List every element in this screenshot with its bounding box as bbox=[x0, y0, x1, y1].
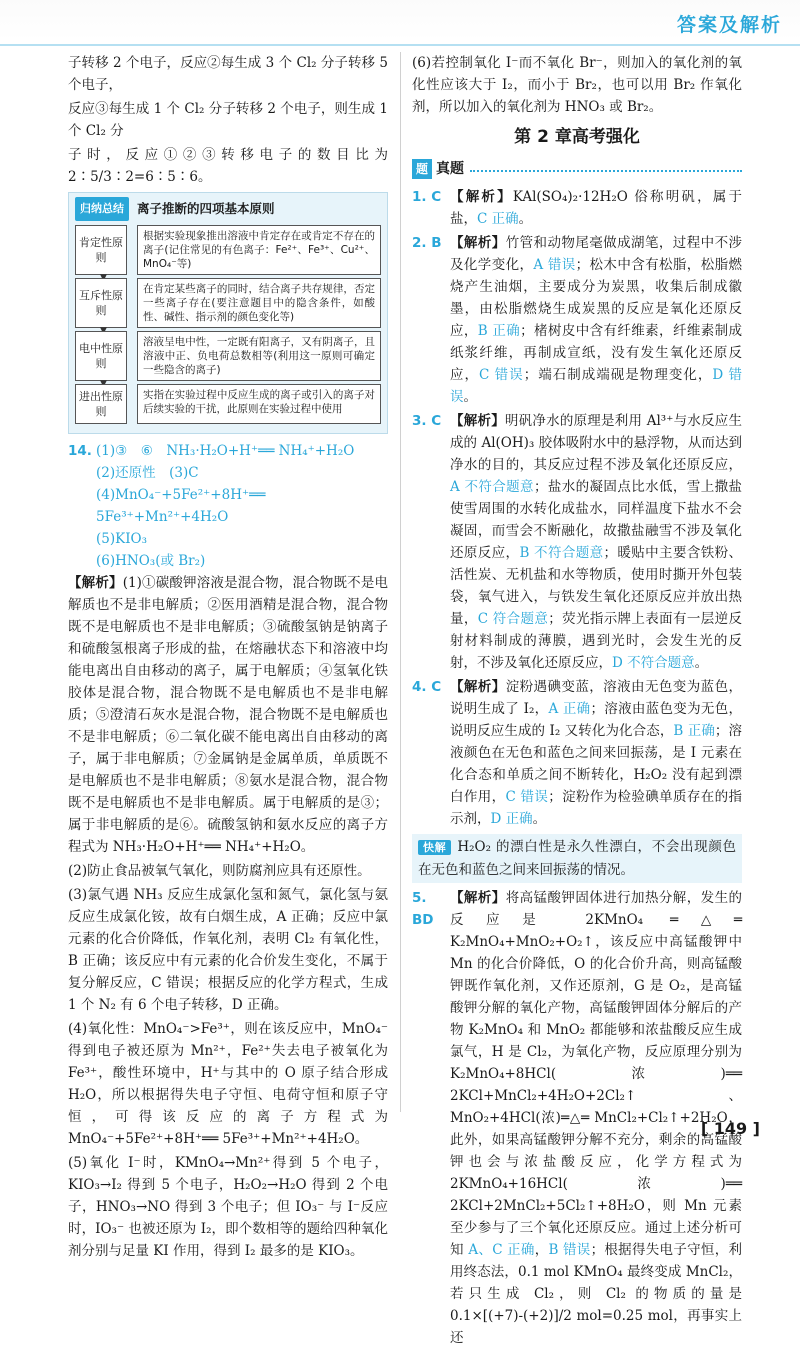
item-body bbox=[450, 887, 742, 1349]
rule-desc: 在肯定某些离子的同时，结合离子共存规律，否定一些离子存在(要注意题目中的隐含条件，如酸性、碱性、指示剂的颜色变化等) bbox=[137, 278, 381, 328]
item-text: 。 bbox=[463, 389, 477, 405]
item-text: ；盐水的凝固点比水低，雪上撒盐使雪周围的水转化成盐水，同样温度下盐水不会凝固，而雪会不断融化，故撒盐融雪不涉及氧化还原反应， bbox=[450, 479, 743, 561]
item-text: ；溶液由蓝色变为无色，说明反应生成的 I₂ 又转化为化合态， bbox=[450, 701, 743, 739]
item-text: ；根据得失电子守恒，利用终态法，0.1 mol KMnO₄ 最终变成 MnCl₂，若只生成 Cl₂，则 Cl₂ 的物质的量是 0.1×[(+7)-(+2)]/2 mol=0.25 mol，再事实上还 bbox=[450, 1242, 743, 1346]
intro-text bbox=[68, 52, 388, 188]
analysis-label: 【解析】 bbox=[450, 235, 506, 251]
verdict-text: B 正确 bbox=[477, 323, 521, 339]
item-text: ；暖贴中主要含铁粉、活性炭、无机盐和水等物质，使用时撕开外包装袋，氧气进入，与铁发生氧化还原反应并放出热量， bbox=[450, 545, 743, 627]
rule-desc: 实指在实验过程中反应生成的离子或引入的离子对后续实验的干扰，此原则在实验过程中使用 bbox=[137, 384, 381, 424]
answer-item bbox=[412, 887, 742, 1349]
verdict-text: C 错误 bbox=[505, 789, 549, 805]
item-text: 竹管和动物尾毫做成湖笔，过程中不涉及化学变化， bbox=[450, 235, 743, 273]
answer-item bbox=[412, 676, 742, 830]
item-body bbox=[450, 232, 742, 408]
header-title: 答案及解析 bbox=[676, 14, 782, 36]
rule-name: 进出性原则 bbox=[75, 384, 127, 424]
verdict-text: D 错误 bbox=[450, 367, 743, 405]
verdict-text: C 正确 bbox=[477, 211, 519, 227]
column-divider bbox=[400, 52, 401, 1112]
rule-row bbox=[75, 384, 381, 424]
left-column bbox=[68, 52, 388, 1264]
quick-tip bbox=[412, 834, 742, 883]
summary-title: 离子推断的四项基本原则 bbox=[137, 201, 275, 216]
right-column bbox=[412, 52, 742, 1351]
item-text: ；溶液颜色在无色和蓝色之间来回振荡，是 I 元素在化合态和单质之间不断转化，H₂O₂ 没有起到漂白作用， bbox=[450, 723, 743, 805]
tip-text: H₂O₂ 的漂白性是永久性漂白，不会出现颜色在无色和蓝色之间来回振荡的情况。 bbox=[418, 839, 736, 878]
page-number: [ 149 ] bbox=[700, 1119, 760, 1138]
answer-line: (6)HNO₃(或 Br₂) bbox=[96, 553, 206, 569]
analysis-paragraph: (1)①碳酸钾溶液是混合物，混合物既不是电解质也不是非电解质；②医用酒精是混合物，混合物既不是电解质也不是非电解质；③硫酸氢钠是钠离子和硫酸氢根离子形成的盐，在熔融状态下和溶液中均能电离出自由移动的离子，属于电解质；④氢氧化铁胶体是混合物，混合物既不是电解质也不是非电解质；⑤澄清石灰水是混合物，混合物既不是电解质也不是非电解质；⑥二氧化碳不能电离出自由移动的离子，属于非电解质；⑦金属钠是金属单质，单质既不是电解质也不是非电解质；⑧氨水是混合物，混合物既不是电解质也不是非电解质。属于电解质的是③；属于非电解质的是⑥。硫酸氢钠和氨水反应的离子方程式为 NH₃·H₂O+H⁺══ NH₄⁺+H₂O。 bbox=[68, 575, 389, 855]
answer-line: (4)MnO₄⁻+5Fe²⁺+8H⁺══ 5Fe³⁺+Mn²⁺+4H₂O bbox=[96, 487, 266, 525]
rule-row bbox=[75, 225, 381, 275]
intro-line: 子时，反应①②③转移电子的数目比为 2∶5/3∶2=6∶5∶6。 bbox=[68, 147, 388, 185]
answer-items bbox=[412, 186, 742, 830]
verdict-text: A 正确 bbox=[548, 701, 591, 717]
answer-line: (5)KIO₃ bbox=[96, 531, 148, 547]
analysis-paragraph: (3)氯气遇 NH₃ 反应生成氯化氢和氮气，氯化氢与氨反应生成氯化铵，故有白烟生成，A 正确；反应中氯元素的化合价降低，作氧化剂，表明 Cl₂ 有氧化性，B 正确；该反应中有元素的化合价发生变化，不属于复分解反应，C 错误；根据反应的化学方程式，生成 1 个 N₂ 有 6 个电子转移，D 正确。 bbox=[68, 887, 388, 1013]
verdict-text: D 正确 bbox=[490, 811, 533, 827]
rule-row bbox=[75, 278, 381, 328]
summary-box bbox=[68, 192, 388, 434]
intro-line: 反应③每生成 1 个 Cl₂ 分子转移 2 个电子，则生成 1 个 Cl₂ 分 bbox=[68, 101, 388, 139]
analysis-label: 【解析】 bbox=[68, 575, 123, 591]
verdict-text: B 错误 bbox=[548, 1242, 591, 1258]
item-text: KAl(SO₄)₂·12H₂O 俗称明矾，属于盐， bbox=[450, 189, 743, 227]
chapter-title: 第 2 章高考强化 bbox=[514, 127, 640, 147]
verdict-text: C 符合题意 bbox=[477, 611, 549, 627]
question-number: 14. bbox=[68, 443, 92, 459]
analysis-paragraph: (4)氧化性：MnO₄⁻>Fe³⁺，则在该反应中，MnO₄⁻ 得到电子被还原为 Mn²⁺，Fe²⁺失去电子被氧化为 Fe³⁺，酸性环境中，H⁺与其中的 O 原子结合形成 H₂O，所以根据得失电子守恒、电荷守恒和原子守恒，可得该反应的离子方程式为 MnO₄⁻+5Fe²⁺+8H⁺══ 5Fe³⁺+Mn²⁺+4H₂O。 bbox=[68, 1021, 388, 1147]
verdict-text: A 错误 bbox=[533, 257, 576, 273]
item-text: ；端石制成端砚是物理变化， bbox=[523, 367, 713, 383]
item-body bbox=[450, 676, 742, 830]
analysis-label: 【解析】 bbox=[450, 890, 506, 906]
rule-row bbox=[75, 331, 381, 381]
header-rule bbox=[0, 44, 800, 46]
item-text: ；荧光指示牌上表面有一层逆反射材料制成的薄膜，遇到光时，会发生光的反射，不涉及氧化还原反应， bbox=[450, 611, 743, 671]
analysis-block bbox=[68, 572, 388, 1262]
section-bar bbox=[412, 158, 742, 180]
item-text: 将高锰酸钾固体进行加热分解，发生的反应是 2KMnO₄ ═△═ K₂MnO₄+MnO₂+O₂↑，该反应中高锰酸钾中 Mn 的化合价降低，O 的化合价升高，则高锰酸钾既作氧化剂，又作还原剂，G 是 O₂，是高锰酸钾分解的氧化产物，高锰酸钾固体分解后的产物 K₂MnO₄ 和 MnO₂ 都能够和浓盐酸反应生成氯气，H 是 Cl₂，为氧化产物，反应原理分别为 K₂MnO₄+8HCl(浓)══ 2KCl+MnCl₂+4H₂O+2Cl₂↑、MnO₂+4HCl(浓)═△═ MnCl₂+Cl₂↑+2H₂O，此外，如果高锰酸钾分解不充分，剩余的高锰酸钾也会与浓盐酸反应，化学方程式为 2KMnO₄+16HCl(浓)══ 2KCl+2MnCl₂+5Cl₂↑+8H₂O，则 Mn 元素至少参与了三个氧化还原反应。通过上述分析可知 bbox=[450, 890, 743, 1258]
item-text: 。 bbox=[694, 655, 709, 671]
rule-name: 肯定性原则 bbox=[75, 225, 127, 275]
section-dots bbox=[470, 170, 742, 172]
item-text: ；楮树皮中含有纤维素，纤维素制成纸浆纤维，再制成宣纸，没有发生氧化还原反应， bbox=[450, 323, 743, 383]
q14-continued: (6)若控制氧化 I⁻而不氧化 Br⁻，则加入的氧化剂的氧化性应该大于 I₂，而小于 Br₂，也可以用 Br₂ 作氧化剂，所以加入的氧化剂为 HNO₃ 或 Br₂。 bbox=[412, 55, 742, 115]
section-icon: 题 bbox=[412, 159, 432, 179]
tip-tag: 快解 bbox=[418, 840, 451, 855]
item-body bbox=[450, 186, 742, 230]
verdict-text: A 不符合题意 bbox=[450, 479, 534, 495]
item-number: 4. C bbox=[412, 679, 442, 695]
item-text: 。 bbox=[518, 211, 533, 227]
answer-item bbox=[412, 232, 742, 408]
rule-desc: 根据实验现象推出溶液中肯定存在或肯定不存在的离子(记住常见的有色离子：Fe²⁺、Fe³⁺、Cu²⁺、MnO₄⁻等) bbox=[137, 225, 381, 275]
item-number: 5. BD bbox=[412, 890, 434, 928]
item-number: 2. B bbox=[412, 235, 442, 251]
rule-desc: 溶液呈电中性，一定既有阳离子，又有阴离子，且溶液中正、负电荷总数相等(利用这一原则可确定一些隐含的离子) bbox=[137, 331, 381, 381]
intro-line: 子转移 2 个电子，反应②每生成 3 个 Cl₂ 分子转移 5 个电子， bbox=[68, 55, 388, 93]
answer-line: (2)还原性 (3)C bbox=[96, 465, 199, 481]
item-number: 1. C bbox=[412, 189, 442, 205]
item-text: 明矾净水的原理是利用 Al³⁺与水反应生成的 Al(OH)₃ 胶体吸附水中的悬浮物，从而达到净水的目的，其反应过程不涉及氧化还原反应， bbox=[450, 413, 742, 473]
analysis-label: 【解析】 bbox=[450, 189, 513, 205]
item-text: ；淀粉作为检验碘单质存在的指示剂， bbox=[450, 789, 743, 827]
item-number: 3. C bbox=[412, 413, 442, 429]
item-text: ， bbox=[534, 1242, 549, 1258]
answer-item bbox=[412, 410, 742, 674]
item-text: 淀粉遇碘变蓝，溶液由无色变为蓝色，说明生成了 I₂， bbox=[450, 679, 743, 717]
answer-lines bbox=[96, 440, 388, 572]
verdict-text: A、C 正确 bbox=[468, 1242, 535, 1258]
question-14 bbox=[68, 440, 388, 572]
verdict-text: B 不符合题意 bbox=[519, 545, 604, 561]
item-body bbox=[450, 410, 742, 674]
section-label: 真题 bbox=[436, 161, 464, 177]
summary-header bbox=[75, 197, 381, 221]
verdict-text: B 正确 bbox=[673, 723, 715, 739]
analysis-label: 【解析】 bbox=[450, 413, 505, 429]
answer-item bbox=[412, 186, 742, 230]
item-text: 。 bbox=[532, 811, 547, 827]
answer-line: (1)③ ⑥ NH₃·H₂O+H⁺══ NH₄⁺+H₂O bbox=[96, 443, 355, 459]
analysis-paragraph: (2)防止食品被氧气氧化，则防腐剂应具有还原性。 bbox=[68, 863, 371, 879]
rule-name: 电中性原则 bbox=[75, 331, 127, 381]
verdict-text: C 错误 bbox=[479, 367, 524, 383]
verdict-text: D 不符合题意 bbox=[612, 655, 695, 671]
analysis-label: 【解析】 bbox=[450, 679, 506, 695]
answer-item-5 bbox=[412, 887, 742, 1349]
rule-name: 互斥性原则 bbox=[75, 278, 127, 328]
item-text: ；松木中含有松脂，松脂燃烧产生油烟，主要成分为炭黑，收集后制成徽墨，由松脂燃烧生成炭黑的反应是氧化还原反应， bbox=[450, 257, 742, 339]
summary-tag: 归纳总结 bbox=[75, 197, 129, 221]
analysis-paragraph: (5)氧化 I⁻时，KMnO₄→Mn²⁺得到 5 个电子，KIO₃→I₂ 得到 5 个电子，H₂O₂→H₂O 得到 2 个电子，HNO₃→NO 得到 3 个电子；但 IO₃⁻ 与 I⁻反应时，IO₃⁻ 也被还原为 I₂，即个数相等的题给四种氧化剂分别与足量 KI 作用，得到 I₂ 最多的是 KIO₃。 bbox=[68, 1155, 388, 1259]
